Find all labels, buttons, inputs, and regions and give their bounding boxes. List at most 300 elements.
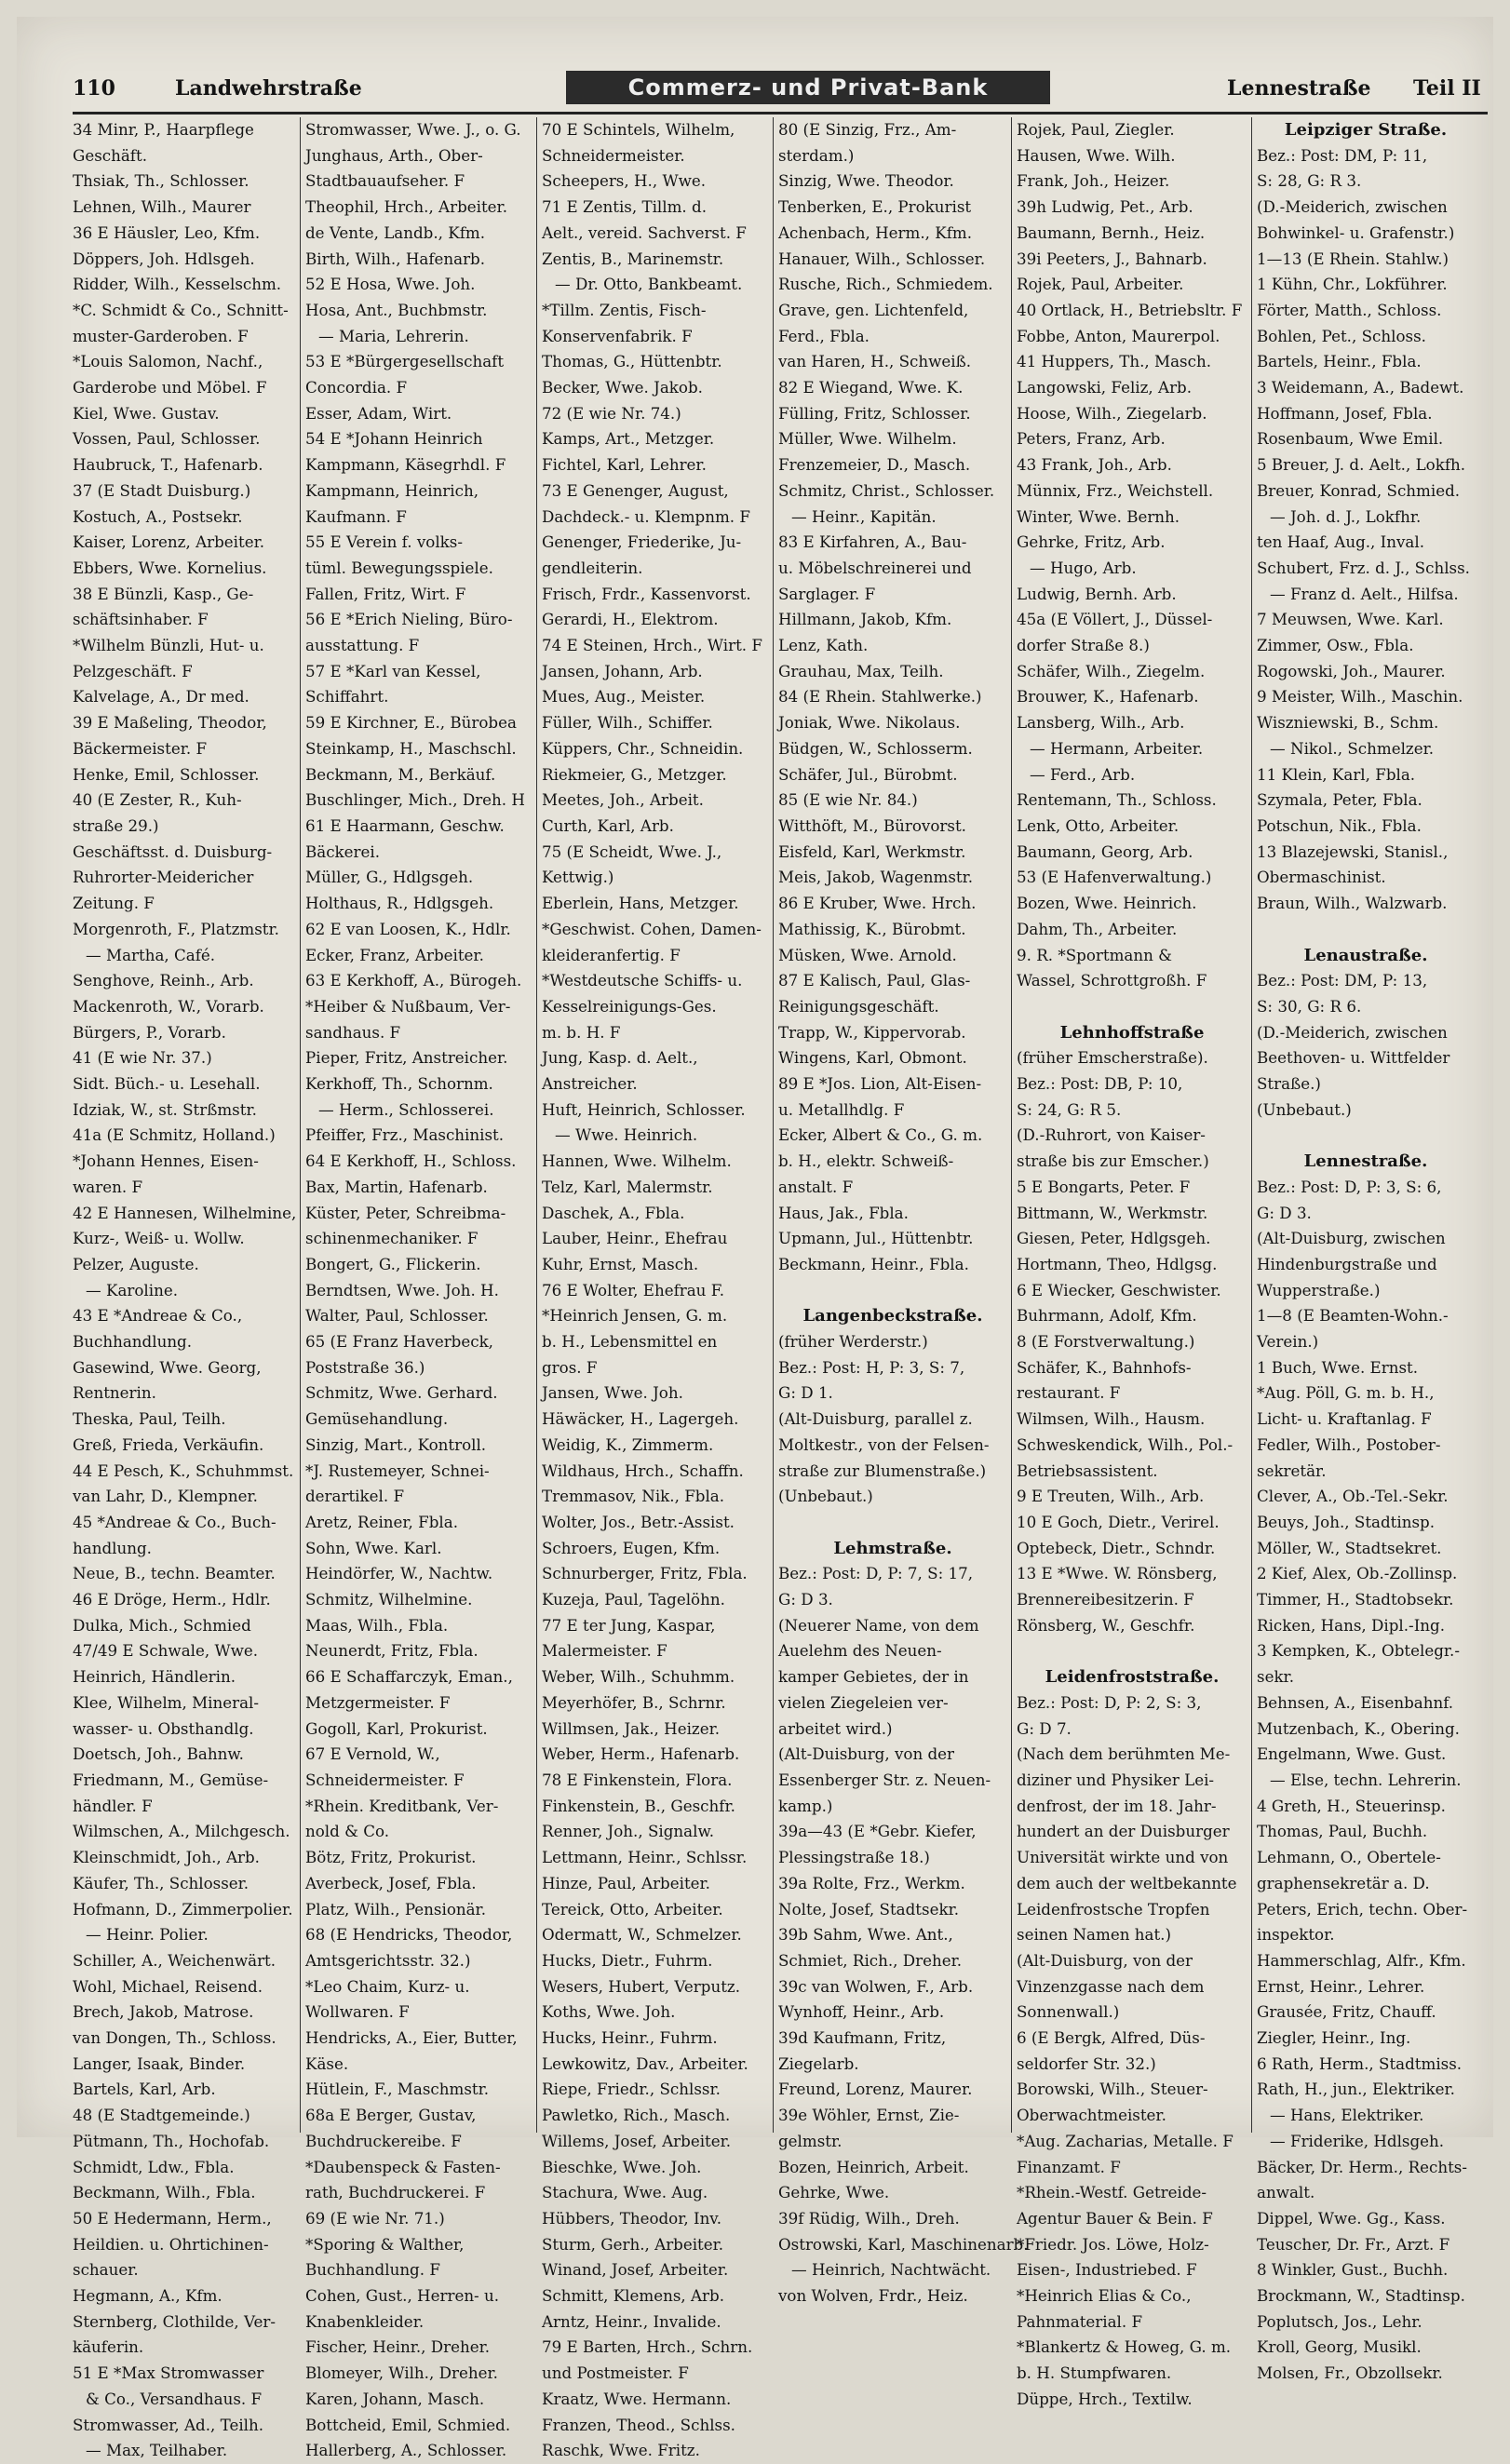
directory-entry-line: Wohl, Michael, Reisend.	[73, 1976, 263, 1996]
directory-entry-line: — Karoline.	[86, 1280, 179, 1299]
directory-entry-line: 67 E Vernold, W.,	[305, 1744, 440, 1764]
directory-column-5	[1017, 117, 1247, 2408]
directory-entry-line: — Nikol., Schmelzer.	[1270, 738, 1435, 758]
directory-entry-line: — Franz d. Aelt., Hilfsa.	[1270, 584, 1459, 603]
directory-entry-line: Schmidt, Ldw., Fbla.	[73, 2157, 235, 2176]
directory-entry-line: Berndtsen, Wwe. Joh. H.	[305, 1280, 499, 1299]
directory-entry-line: *Heiber & Nußbaum, Ver-	[305, 996, 511, 1016]
directory-entry-line: Schnurberger, Fritz, Fbla.	[542, 1564, 748, 1583]
directory-entry-line: Hendricks, A., Eier, Butter,	[305, 2028, 518, 2048]
directory-entry-line: Wildhaus, Hrch., Schaffn.	[542, 1461, 744, 1480]
directory-column-3	[542, 117, 769, 2460]
directory-entry-line: 39 E Maßeling, Theodor,	[73, 713, 267, 733]
directory-entry-line: 39a Rolte, Frz., Werkm.	[778, 1873, 965, 1892]
directory-entry-line: waren. F	[73, 1177, 143, 1196]
directory-entry-line: nold & Co.	[305, 1822, 390, 1841]
directory-entry-line: Ludwig, Bernh. Arb.	[1017, 584, 1177, 603]
directory-entry-line: Thomas, Paul, Buchh.	[1257, 1822, 1428, 1841]
directory-entry-line: Lenz, Kath.	[778, 636, 869, 655]
directory-entry-line: Behnsen, A., Eisenbahnf.	[1257, 1692, 1454, 1712]
directory-entry-line: *Aug. Pöll, G. m. b. H.,	[1257, 1383, 1435, 1403]
directory-entry-line: Häwäcker, H., Lagergeh.	[542, 1409, 739, 1429]
directory-entry-line: *Tillm. Zentis, Fisch-	[542, 300, 707, 319]
directory-entry-line: Frank, Joh., Heizer.	[1017, 171, 1170, 191]
directory-entry-line: 45a (E Völlert, J., Düssel-	[1017, 610, 1213, 629]
directory-entry-line: 39e Wöhler, Ernst, Zie-	[778, 2106, 960, 2125]
directory-entry-line: (Alt-Duisburg, von der	[1017, 1950, 1193, 1970]
directory-entry-line: 74 E Steinen, Hrch., Wirt. F	[542, 636, 762, 655]
directory-entry-line: Bongert, G., Flickerin.	[305, 1254, 481, 1273]
column-divider	[1251, 117, 1252, 2133]
directory-entry-line: Grauhau, Max, Teilh.	[778, 661, 944, 680]
directory-entry-line: Gogoll, Karl, Prokurist.	[305, 1718, 488, 1738]
directory-entry-line: 39a—43 (E *Gebr. Kiefer,	[778, 1822, 977, 1841]
directory-entry-line: Meetes, Joh., Arbeit.	[542, 790, 704, 810]
directory-entry-line: Lettmann, Heinr., Schlssr.	[542, 1848, 748, 1867]
street-heading: Lennestraße.	[1303, 1151, 1428, 1172]
directory-entry-line: gros. F	[542, 1357, 598, 1377]
directory-entry-line: Borowski, Wilh., Steuer-	[1017, 2080, 1208, 2099]
directory-entry-line: Schmitt, Klemens, Arb.	[542, 2286, 725, 2306]
directory-entry-line: Gerardi, H., Elektrom.	[542, 610, 719, 629]
directory-entry-line: (Alt-Duisburg, von der	[778, 1744, 955, 1764]
directory-entry-line: 6 Rath, Herm., Stadtmiss.	[1257, 2053, 1463, 2073]
directory-entry-line: Thsiak, Th., Schlosser.	[73, 171, 249, 191]
directory-entry-line: Pfeiffer, Frz., Maschinist.	[305, 1125, 505, 1145]
directory-entry-line: käuferin.	[73, 2337, 144, 2357]
directory-entry-line: — Maria, Lehrerin.	[318, 326, 469, 345]
directory-entry-line: Fallen, Fritz, Wirt. F	[305, 584, 466, 603]
directory-entry-line: Senghove, Reinh., Arb.	[73, 971, 254, 990]
directory-entry-line: b. H., elektr. Schweiß-	[778, 1151, 954, 1171]
directory-entry-line: — Dr. Otto, Bankbeamt.	[555, 275, 743, 294]
directory-entry-line: Geschäftsst. d. Duisburg-	[73, 842, 273, 861]
directory-entry-line: Wilmschen, A., Milchgesch.	[73, 1822, 290, 1841]
directory-entry-line: Beuys, Joh., Stadtinsp.	[1257, 1512, 1435, 1531]
directory-entry-line: 76 E Wolter, Ehefrau F.	[542, 1280, 725, 1299]
directory-entry-line: Hütlein, F., Maschmstr.	[305, 2080, 490, 2099]
directory-entry-line: (Unbebaut.)	[778, 1487, 873, 1506]
directory-column-1	[73, 117, 297, 2460]
directory-entry-line: 71 E Zentis, Tillm. d.	[542, 197, 708, 217]
directory-entry-line: Bartels, Heinr., Fbla.	[1257, 352, 1422, 371]
directory-entry-line: 84 (E Rhein. Stahlwerke.)	[778, 687, 982, 707]
directory-entry-line: Schneidermeister.	[542, 145, 685, 165]
directory-entry-line: kamper Gebietes, der in	[778, 1667, 969, 1687]
column-divider	[536, 117, 537, 2133]
directory-entry-line: Rentemann, Th., Schloss.	[1017, 790, 1217, 810]
bank-advertisement-banner: Commerz- und Privat-Bank	[566, 71, 1050, 104]
directory-entry-line: Kerkhoff, Th., Schornm.	[305, 1074, 493, 1094]
directory-entry-line: 47/49 E Schwale, Wwe.	[73, 1641, 259, 1661]
directory-entry-line: dorfer Straße 8.)	[1017, 636, 1150, 655]
directory-entry-line: Hegmann, A., Kfm.	[73, 2286, 222, 2306]
directory-entry-line: seldorfer Str. 32.)	[1017, 2053, 1156, 2073]
directory-entry-line: wasser- u. Obsthandlg.	[73, 1718, 254, 1738]
directory-entry-line: Kamps, Art., Metzger.	[542, 429, 715, 449]
directory-entry-line: — Friderike, Hdlsgeh.	[1270, 2131, 1445, 2150]
directory-entry-line: 80 (E Sinzig, Frz., Am-	[778, 120, 957, 139]
directory-entry-line: Trapp, W., Kippervorab.	[778, 1022, 966, 1042]
directory-entry-line: Kalvelage, A., Dr med.	[73, 687, 249, 707]
directory-entry-line: u. Möbelschreinerei und	[778, 558, 972, 577]
directory-entry-line: Pelzgeschäft. F	[73, 661, 193, 680]
directory-entry-line: Tereick, Otto, Arbeiter.	[542, 1899, 723, 1919]
directory-entry-line	[778, 1278, 1007, 1304]
directory-entry-line: 40 Ortlack, H., Betriebsltr. F	[1017, 300, 1243, 319]
directory-entry-line: Bez.: Post: D, P: 2, S: 3,	[1017, 1692, 1202, 1712]
directory-entry-line: Langer, Isaak, Binder.	[73, 2053, 246, 2073]
directory-entry-line: Wassel, Schrottgroßh. F	[1017, 971, 1207, 990]
directory-entry-line: händler. F	[73, 1796, 153, 1815]
directory-entry-line: Cohen, Gust., Herren- u.	[305, 2286, 500, 2306]
directory-entry-line: 79 E Barten, Hrch., Schrn.	[542, 2337, 753, 2357]
directory-entry-line: inspektor.	[1257, 1925, 1335, 1945]
directory-entry-line: Jansen, Johann, Arb.	[542, 661, 703, 680]
directory-entry-line: Hoffmann, Josef, Fbla.	[1257, 403, 1433, 423]
directory-entry-line: Hosa, Ant., Buchbmstr.	[305, 300, 488, 319]
directory-entry-line: Rusche, Rich., Schmiedem.	[778, 275, 993, 294]
directory-entry-line: Mackenroth, W., Vorarb.	[73, 996, 264, 1016]
directory-entry-line: 43 E *Andreae & Co.,	[73, 1306, 243, 1326]
directory-entry-line: Schweskendick, Wilh., Pol.-	[1017, 1434, 1234, 1454]
directory-entry-line: Witthöft, M., Bürovorst.	[778, 815, 966, 835]
directory-entry-line: Metzgermeister. F	[305, 1692, 451, 1712]
directory-entry-line: S: 30, G: R 6.	[1257, 996, 1362, 1016]
directory-entry-line: 89 E *Jos. Lion, Alt-Eisen-	[778, 1074, 982, 1094]
directory-entry-line: Kesselreinigungs-Ges.	[542, 996, 717, 1016]
directory-entry-line: denfrost, der im 18. Jahr-	[1017, 1796, 1217, 1815]
directory-entry-line: graphensekretär a. D.	[1257, 1873, 1430, 1892]
directory-entry-line: (Alt-Duisburg, parallel z.	[778, 1409, 973, 1429]
directory-entry-line: Ernst, Heinr., Lehrer.	[1257, 1976, 1425, 1996]
directory-entry-line: Finanzamt. F	[1017, 2157, 1121, 2176]
directory-entry-line: Bohlen, Pet., Schloss.	[1257, 326, 1426, 345]
directory-entry-line: straße zur Blumenstraße.)	[778, 1461, 987, 1480]
directory-entry-line: — Else, techn. Lehrerin.	[1270, 1771, 1462, 1789]
directory-entry-line: b. H., Lebensmittel en	[542, 1332, 718, 1352]
directory-entry-line: 9 Meister, Wilh., Maschin.	[1257, 687, 1463, 707]
directory-entry-line: 39c van Wolwen, F., Arb.	[778, 1976, 974, 1996]
directory-entry-line: Licht- u. Kraftanlag. F	[1257, 1409, 1432, 1429]
directory-entry-line: Zeitung. F	[73, 894, 155, 913]
directory-entry-line: Idziak, W., st. Strßmstr.	[73, 1099, 257, 1119]
street-heading: Leipziger Straße.	[1284, 120, 1448, 140]
directory-entry-line	[1257, 1123, 1475, 1149]
directory-entry-line: Hortmann, Theo, Hdlgsg.	[1017, 1254, 1218, 1273]
directory-entry-line: & Co., Versandhaus. F	[86, 2389, 263, 2408]
directory-entry-line: 1—13 (E Rhein. Stahlw.)	[1257, 249, 1449, 268]
directory-entry-line: Amtsgerichtsstr. 32.)	[305, 1950, 471, 1970]
directory-entry-line: und Postmeister. F	[542, 2363, 689, 2383]
directory-entry-line: Lehnen, Wilh., Maurer	[73, 197, 251, 217]
left-street-heading: Landwehrstraße	[175, 76, 362, 101]
directory-entry-line: Büdgen, W., Schlosserm.	[778, 738, 973, 758]
directory-entry-line: sterdam.)	[778, 145, 855, 165]
directory-entry-line: Sarglager. F	[778, 584, 876, 603]
directory-entry-line: Kuhr, Ernst, Masch.	[542, 1254, 699, 1273]
directory-entry-line: Bohwinkel- u. Grafenstr.)	[1257, 222, 1455, 242]
column-divider	[300, 117, 301, 2133]
directory-entry-line: Bozen, Wwe. Heinrich.	[1017, 894, 1197, 913]
directory-entry-line: *Blankertz & Howeg, G. m.	[1017, 2337, 1232, 2357]
directory-entry-line: Dahm, Th., Arbeiter.	[1017, 919, 1178, 938]
directory-entry-line: derartikel. F	[305, 1487, 405, 1506]
directory-entry-line: Reinigungsgeschäft.	[778, 996, 939, 1016]
directory-entry-line: Kraatz, Wwe. Hermann.	[542, 2389, 732, 2408]
directory-entry-line: Wolter, Jos., Betr.-Assist.	[542, 1512, 735, 1531]
directory-entry-line: Knabenkleider.	[305, 2311, 425, 2331]
directory-entry-line: Mues, Aug., Meister.	[542, 687, 706, 707]
directory-entry-line: Molsen, Fr., Obzollsekr.	[1257, 2363, 1443, 2383]
directory-entry-line: 39b Sahm, Wwe. Ant.,	[778, 1925, 953, 1945]
directory-entry-line: Bozen, Heinrich, Arbeit.	[778, 2157, 969, 2176]
directory-entry-line: 56 E *Erich Nieling, Büro-	[305, 610, 513, 629]
directory-entry-line: Morgenroth, F., Platzmstr.	[73, 919, 279, 938]
directory-entry-line: Kiel, Wwe. Gustav.	[73, 403, 220, 423]
directory-entry-line: Schroers, Eugen, Kfm.	[542, 1538, 721, 1557]
directory-entry-line: Müsken, Wwe. Arnold.	[778, 945, 957, 964]
directory-entry-line: 82 E Wiegand, Wwe. K.	[778, 378, 964, 397]
directory-entry-line: restaurant. F	[1017, 1383, 1121, 1403]
directory-entry-line: sekretär.	[1257, 1461, 1327, 1480]
directory-entry-line: Daschek, A., Fbla.	[542, 1203, 685, 1222]
directory-entry-line: Käse.	[305, 2053, 349, 2073]
directory-entry-line: van Lahr, D., Klempner.	[73, 1487, 258, 1506]
directory-entry-line: Curth, Karl, Arb.	[542, 815, 674, 835]
directory-entry-line: Doetsch, Joh., Bahnw.	[73, 1744, 244, 1764]
directory-entry-line: *Heinrich Elias & Co.,	[1017, 2286, 1192, 2306]
directory-entry-line: b. H. Stumpfwaren.	[1017, 2363, 1172, 2383]
directory-entry-line: 9 E Treuten, Wilh., Arb.	[1017, 1487, 1205, 1506]
directory-entry-line: *J. Rustemeyer, Schnei-	[305, 1461, 490, 1480]
directory-entry-line: Hausen, Wwe. Wilh.	[1017, 145, 1176, 165]
directory-entry-line: (früher Emscherstraße).	[1017, 1048, 1208, 1068]
directory-entry-line: m. b. H. F	[542, 1022, 621, 1042]
directory-entry-line: 53 E *Bürgergesellschaft	[305, 352, 505, 371]
directory-entry-line: Küppers, Chr., Schneidin.	[542, 738, 744, 758]
directory-entry-line: Rönsberg, W., Geschfr.	[1017, 1615, 1195, 1635]
directory-entry-line: Bittmann, W., Werkmstr.	[1017, 1203, 1208, 1222]
directory-entry-line: 3 Weidemann, A., Badewt.	[1257, 378, 1464, 397]
street-heading: Leidenfroststraße.	[1045, 1667, 1220, 1688]
directory-entry-line: 8 Winkler, Gust., Buchh.	[1257, 2260, 1449, 2280]
directory-entry-line: 53 (E Hafenverwaltung.)	[1017, 868, 1212, 887]
directory-entry-line: Bötz, Fritz, Prokurist.	[305, 1848, 477, 1867]
directory-entry-line: Schiller, A., Weichenwärt.	[73, 1950, 276, 1970]
directory-entry-line: Buchhandlung. F	[305, 2260, 440, 2280]
directory-entry-line: Grausée, Fritz, Chauff.	[1257, 2002, 1436, 2022]
directory-entry-line: Aretz, Reiner, Fbla.	[305, 1512, 459, 1531]
directory-entry-line: 70 E Schintels, Wilhelm,	[542, 120, 735, 139]
directory-entry-line: 45 *Andreae & Co., Buch-	[73, 1512, 276, 1531]
directory-entry-line: Hillmann, Jakob, Kfm.	[778, 610, 952, 629]
directory-entry-line: 8 (E Forstverwaltung.)	[1017, 1332, 1195, 1352]
directory-entry-line: 54 E *Johann Heinrich	[305, 429, 483, 449]
directory-entry-line: Bürgers, P., Vorarb.	[73, 1022, 226, 1042]
directory-entry-line: Theophil, Hrch., Arbeiter.	[305, 197, 508, 217]
directory-entry-line: 34 Minr, P., Haarpflege	[73, 120, 254, 139]
directory-entry-line: Greß, Frieda, Verkäufin.	[73, 1434, 264, 1454]
directory-entry-line: Sonnenwall.)	[1017, 2002, 1120, 2022]
directory-entry-line: schäftsinhaber. F	[73, 610, 209, 629]
directory-entry-line: *Louis Salomon, Nachf.,	[73, 352, 263, 371]
directory-entry-line: Szymala, Peter, Fbla.	[1257, 790, 1422, 810]
directory-entry-line: Rogowski, Joh., Maurer.	[1257, 661, 1446, 680]
directory-entry-line: 9. R. *Sportmann &	[1017, 945, 1173, 964]
directory-entry-line: Garderobe und Möbel. F	[73, 378, 267, 397]
directory-entry-line: Maas, Wilh., Fbla.	[305, 1615, 449, 1635]
directory-entry-line: Bez.: Post: DM, P: 11,	[1257, 145, 1428, 165]
directory-entry-line: Odermatt, W., Schmelzer.	[542, 1925, 742, 1945]
directory-entry-line: Karen, Johann, Masch.	[305, 2389, 485, 2408]
directory-entry-line: Förter, Matth., Schloss.	[1257, 300, 1442, 319]
directory-entry-line: Timmer, H., Stadtobsekr.	[1257, 1590, 1454, 1609]
directory-entry-line: Walter, Paul, Schlosser.	[305, 1306, 489, 1326]
directory-entry-line: Becker, Wwe. Jakob.	[542, 378, 703, 397]
directory-entry-line: Poplutsch, Jos., Lehr.	[1257, 2311, 1422, 2331]
directory-entry-line: Grave, gen. Lichtenfeld,	[778, 300, 969, 319]
directory-entry-line: 37 (E Stadt Duisburg.)	[73, 480, 251, 500]
directory-entry-line: Schmitz, Christ., Schlosser.	[778, 480, 995, 500]
directory-entry-line: Peters, Erich, techn. Ober-	[1257, 1899, 1468, 1919]
directory-entry-line: 5 E Bongarts, Peter. F	[1017, 1177, 1191, 1196]
directory-column-6	[1257, 117, 1475, 2383]
street-heading: Langenbeckstraße.	[802, 1306, 983, 1326]
directory-entry-line: 43 Frank, Joh., Arb.	[1017, 455, 1172, 475]
directory-entry-line: *C. Schmidt & Co., Schnitt-	[73, 300, 289, 319]
directory-entry-line: G: D 1.	[778, 1383, 833, 1403]
directory-entry-line: 86 E Kruber, Wwe. Hrch.	[778, 894, 977, 913]
directory-entry-line: handlung.	[73, 1538, 152, 1557]
directory-entry-line: 52 E Hosa, Wwe. Joh.	[305, 275, 476, 294]
directory-entry-line: 59 E Kirchner, E., Bürobea	[305, 713, 517, 733]
directory-entry-line: G: D 3.	[778, 1590, 833, 1609]
directory-entry-line: Wilmsen, Wilh., Hausm.	[1017, 1409, 1206, 1429]
directory-entry-line: Winter, Wwe. Bernh.	[1017, 506, 1180, 526]
directory-entry-line: 85 (E wie Nr. 84.)	[778, 790, 918, 810]
directory-entry-line: (D.-Meiderich, zwischen	[1257, 197, 1448, 217]
directory-entry-line: 13 Blazejewski, Stanisl.,	[1257, 842, 1449, 861]
directory-entry-line: Gemüsehandlung.	[305, 1409, 449, 1429]
directory-entry-line: Bäckerei.	[305, 842, 381, 861]
directory-entry-line: Kaufmann. F	[305, 506, 407, 526]
directory-entry-line: diziner und Physiker Lei-	[1017, 1771, 1215, 1789]
directory-entry-line: Füller, Wilh., Schiffer.	[542, 713, 713, 733]
directory-entry-line: Rath, H., jun., Elektriker.	[1257, 2080, 1455, 2099]
directory-entry-line: Bez.: Post: D, P: 7, S: 17,	[778, 1564, 974, 1583]
directory-entry-line	[1017, 1638, 1247, 1664]
directory-entry-line: 4 Greth, H., Steuerinsp.	[1257, 1796, 1446, 1815]
directory-entry-line: Frisch, Frdr., Kassenvorst.	[542, 584, 751, 603]
directory-entry-line: Meis, Jakob, Wagenmstr.	[778, 868, 974, 887]
directory-entry-line: — Ferd., Arb.	[1030, 764, 1136, 784]
directory-entry-line: Willmsen, Jak., Heizer.	[542, 1718, 721, 1738]
directory-entry-line: (früher Werderstr.)	[778, 1332, 928, 1352]
directory-entry-line: Blomeyer, Wilh., Dreher.	[305, 2363, 498, 2383]
directory-entry-line: Brennereibesitzerin. F	[1017, 1590, 1194, 1609]
directory-entry-line: Gehrke, Fritz, Arb.	[1017, 532, 1166, 552]
directory-entry-line: Upmann, Jul., Hüttenbtr.	[778, 1229, 974, 1248]
directory-entry-line: 77 E ter Jung, Kaspar,	[542, 1615, 716, 1635]
directory-entry-line: Heindörfer, W., Nachtw.	[305, 1564, 493, 1583]
directory-entry-line: Stromwasser, Ad., Teilh.	[73, 2415, 264, 2434]
directory-entry-line: 41a (E Schmitz, Holland.)	[73, 1125, 276, 1145]
directory-entry-line: Fobbe, Anton, Maurerpol.	[1017, 326, 1220, 345]
directory-entry-line: *Wilhelm Bünzli, Hut- u.	[73, 636, 264, 655]
directory-entry-line: 64 E Kerkhoff, H., Schloss.	[305, 1151, 517, 1171]
street-heading: Lehmstraße.	[833, 1538, 952, 1558]
directory-entry-line: Kleinschmidt, Joh., Arb.	[73, 1848, 260, 1867]
directory-entry-line: Fischer, Heinr., Dreher.	[305, 2337, 491, 2357]
directory-entry-line: Koths, Wwe. Joh.	[542, 2002, 676, 2022]
directory-columns	[73, 117, 1488, 2460]
directory-entry-line: Meyerhöfer, B., Schrnr.	[542, 1692, 726, 1712]
directory-entry-line: (D.-Meiderich, zwischen	[1257, 1022, 1448, 1042]
directory-entry-line: Optebeck, Dietr., Schndr.	[1017, 1538, 1216, 1557]
directory-entry-line: Wiszniewski, B., Schm.	[1257, 713, 1439, 733]
directory-entry-line: *Friedr. Jos. Löwe, Holz-	[1017, 2234, 1209, 2254]
directory-entry-line: 11 Klein, Karl, Fbla.	[1257, 764, 1416, 784]
directory-entry-line: 39h Ludwig, Pet., Arb.	[1017, 197, 1193, 217]
directory-entry-line: Gasewind, Wwe. Georg,	[73, 1357, 262, 1377]
directory-entry-line: Bez.: Post: DB, P: 10,	[1017, 1074, 1183, 1094]
directory-entry-line: Theska, Paul, Teilh.	[73, 1409, 226, 1429]
directory-entry-line: Baumann, Georg, Arb.	[1017, 842, 1193, 861]
directory-entry-line: Henke, Emil, Schlosser.	[73, 764, 260, 784]
directory-entry-line: 1 Kühn, Chr., Lokführer.	[1257, 275, 1448, 294]
directory-entry-line: — Martha, Café.	[86, 945, 216, 964]
directory-entry-line: 3 Kempken, K., Obtelegr.-	[1257, 1641, 1460, 1661]
directory-entry-line: Münnix, Frz., Weichstell.	[1017, 480, 1214, 500]
directory-entry-line: ten Haaf, Aug., Inval.	[1257, 532, 1425, 552]
directory-entry-line: Birth, Wilh., Hafenarb.	[305, 249, 486, 268]
directory-entry-line: Renner, Joh., Signalw.	[542, 1822, 715, 1841]
directory-entry-line: kamp.)	[778, 1796, 833, 1815]
directory-entry-line: Eisen-, Industriebed. F	[1017, 2260, 1197, 2280]
directory-entry-line: Stromwasser, Wwe. J., o. G.	[305, 120, 521, 139]
directory-entry-line: (Alt-Duisburg, zwischen	[1257, 1229, 1446, 1248]
directory-entry-line: Schneidermeister. F	[305, 1771, 465, 1789]
directory-entry-line: Müller, G., Hdlgsgeh.	[305, 868, 474, 887]
directory-entry-line: Käufer, Th., Schlosser.	[73, 1873, 249, 1892]
directory-entry-line: (D.-Ruhrort, von Kaiser-	[1017, 1125, 1206, 1145]
directory-entry-line: Auelehm des Neuen-	[778, 1641, 942, 1661]
right-street-heading: Lennestraße	[1227, 76, 1371, 101]
directory-entry-line: Hucks, Heinr., Fuhrm.	[542, 2028, 718, 2048]
directory-entry-line: Ricken, Hans, Dipl.-Ing.	[1257, 1615, 1446, 1635]
directory-entry-line: Sturm, Gerh., Arbeiter.	[542, 2234, 724, 2254]
directory-entry-line: Jansen, Wwe. Joh.	[542, 1383, 683, 1403]
directory-entry-line: Thomas, G., Hüttenbtr.	[542, 352, 722, 371]
directory-entry-line: Gehrke, Wwe.	[778, 2183, 890, 2202]
directory-entry-line: Anstreicher.	[542, 1074, 638, 1094]
directory-entry-line: Riepe, Friedr., Schlssr.	[542, 2080, 721, 2099]
directory-entry-line: — Hermann, Arbeiter.	[1030, 738, 1204, 758]
directory-entry-line: Ebbers, Wwe. Kornelius.	[73, 558, 267, 577]
directory-entry-line: Wingens, Karl, Obmont.	[778, 1048, 967, 1068]
directory-entry-line: 38 E Bünzli, Kasp., Ge-	[73, 584, 254, 603]
directory-entry-line: 66 E Schaffarczyk, Eman.,	[305, 1667, 513, 1687]
directory-entry-line: Schmitz, Wilhelmine.	[305, 1590, 473, 1609]
directory-entry-line: (Nach dem berühmten Me-	[1017, 1744, 1231, 1764]
directory-entry-line: Ostrowski, Karl, Maschinenarb.	[778, 2234, 1029, 2254]
directory-entry-line: Bez.: Post: D, P: 3, S: 6,	[1257, 1177, 1442, 1196]
directory-entry-line: Pütmann, Th., Hochofab.	[73, 2131, 270, 2150]
directory-entry-line: (Unbebaut.)	[1257, 1099, 1352, 1119]
directory-entry-line: Genenger, Friederike, Ju-	[542, 532, 742, 552]
directory-entry-line: 55 E Verein f. volks-	[305, 532, 463, 552]
